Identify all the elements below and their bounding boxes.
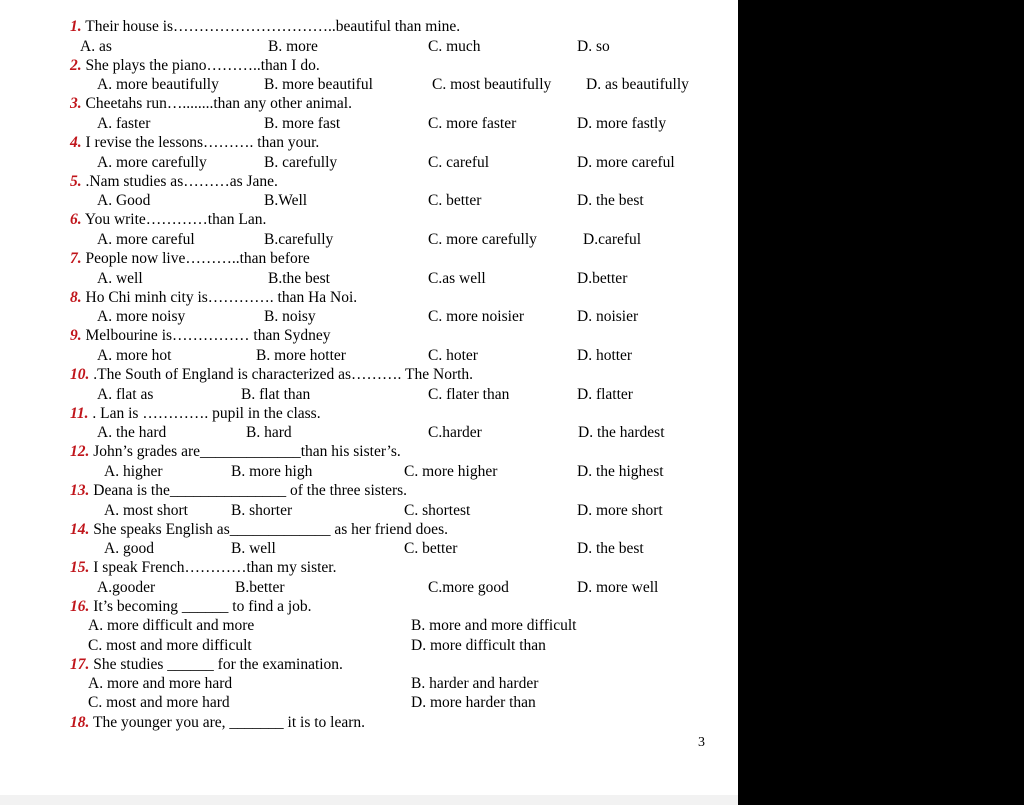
question-15	[70, 558, 336, 577]
question-text: She speaks English as_____________ as her friend does.	[89, 521, 448, 538]
answer-option-15-c: C.more good	[428, 579, 509, 596]
answer-option-14-a: A. good	[104, 540, 154, 557]
answer-option-9-b: B. more hotter	[256, 347, 346, 364]
question-number: 12.	[70, 443, 90, 460]
answer-option-5-a: A. Good	[97, 192, 151, 209]
answer-option-12-c: C. more higher	[404, 463, 498, 480]
question-16	[70, 597, 312, 616]
answer-option-14-d: D. the best	[577, 540, 644, 557]
answer-option-13-a: A. most short	[104, 502, 188, 519]
question-text: John’s grades are_____________than his sister’s.	[89, 443, 401, 460]
answer-option-12-b: B. more high	[231, 463, 313, 480]
answer-option-1-b: B. more	[268, 38, 318, 55]
question-text: Cheetahs run…........than any other animal.	[81, 95, 352, 112]
page-number: 3	[698, 735, 705, 750]
answer-option-3-c: C. more faster	[428, 115, 517, 132]
answer-option-16-b: B. more and more difficult	[411, 617, 577, 634]
answer-option-8-a: A. more noisy	[97, 308, 186, 325]
answer-option-1-a: A. as	[80, 38, 112, 55]
answer-option-8-c: C. more noisier	[428, 308, 524, 325]
question-17	[70, 655, 343, 674]
answer-option-10-c: C. flater than	[428, 386, 510, 403]
question-1	[70, 17, 460, 36]
question-2	[70, 56, 320, 75]
question-number: 13.	[70, 482, 90, 499]
question-text: .The South of England is characterized as………. The North.	[89, 366, 474, 383]
question-text: Ho Chi minh city is…………. than Ha Noi.	[81, 289, 358, 306]
question-number: 14.	[70, 521, 90, 538]
answer-option-7-b: B.the best	[268, 270, 330, 287]
answer-option-7-c: C.as well	[428, 270, 486, 287]
answer-option-3-b: B. more fast	[264, 115, 341, 132]
answer-option-17-d: D. more harder than	[411, 694, 536, 711]
question-text: Deana is the_______________ of the three sisters.	[89, 482, 408, 499]
answer-option-14-c: C. better	[404, 540, 458, 557]
question-6	[70, 210, 266, 229]
answer-option-15-d: D. more well	[577, 579, 659, 596]
answer-option-10-a: A. flat as	[97, 386, 154, 403]
question-3	[70, 94, 352, 113]
answer-option-5-d: D. the best	[577, 192, 644, 209]
answer-option-3-d: D. more fastly	[577, 115, 667, 132]
answer-option-10-b: B. flat than	[241, 386, 311, 403]
question-number: 2.	[70, 57, 82, 74]
question-text: .Nam studies as………as Jane.	[81, 173, 278, 190]
answer-option-2-a: A. more beautifully	[97, 76, 219, 93]
answer-option-13-b: B. shorter	[231, 502, 293, 519]
answer-option-5-b: B.Well	[264, 192, 308, 209]
answer-option-4-c: C. careful	[428, 154, 490, 171]
answer-option-2-b: B. more beautiful	[264, 76, 373, 93]
answer-option-13-c: C. shortest	[404, 502, 471, 519]
question-8	[70, 288, 357, 307]
answer-option-16-a: A. more difficult and more	[88, 617, 255, 634]
question-number: 6.	[70, 211, 82, 228]
answer-option-6-b: B.carefully	[264, 231, 334, 248]
answer-option-17-c: C. most and more hard	[88, 694, 230, 711]
question-5	[70, 172, 278, 191]
answer-option-4-d: D. more careful	[577, 154, 675, 171]
answer-option-10-d: D. flatter	[577, 386, 633, 403]
question-10	[70, 365, 473, 384]
question-number: 18.	[70, 714, 90, 731]
question-13	[70, 481, 407, 500]
question-number: 9.	[70, 327, 82, 344]
answer-option-7-a: A. well	[97, 270, 143, 287]
answer-option-1-d: D. so	[577, 38, 610, 55]
answer-option-15-b: B.better	[235, 579, 285, 596]
question-11	[70, 404, 321, 423]
answer-option-11-d: D. the hardest	[578, 424, 665, 441]
answer-option-11-c: C.harder	[428, 424, 482, 441]
answer-option-11-b: B. hard	[246, 424, 292, 441]
answer-option-3-a: A. faster	[97, 115, 151, 132]
answer-option-2-d: D. as beautifully	[586, 76, 689, 93]
answer-option-12-d: D. the highest	[577, 463, 664, 480]
answer-option-9-a: A. more hot	[97, 347, 172, 364]
question-9	[70, 326, 330, 345]
question-text: People now live………..than before	[81, 250, 310, 267]
answer-option-16-c: C. most and more difficult	[88, 637, 252, 654]
question-number: 1.	[70, 18, 82, 35]
question-number: 8.	[70, 289, 82, 306]
question-number: 17.	[70, 656, 90, 673]
answer-option-11-a: A. the hard	[97, 424, 167, 441]
answer-option-15-a: A.gooder	[97, 579, 156, 596]
question-text: Melbourine is…………… than Sydney	[81, 327, 331, 344]
question-number: 10.	[70, 366, 90, 383]
question-18	[70, 713, 365, 732]
question-12	[70, 442, 401, 461]
question-text: I revise the lessons………. than your.	[81, 134, 320, 151]
answer-option-13-d: D. more short	[577, 502, 663, 519]
question-number: 4.	[70, 134, 82, 151]
answer-option-8-d: D. noisier	[577, 308, 639, 325]
answer-option-2-c: C. most beautifully	[432, 76, 552, 93]
question-text: She plays the piano………..than I do.	[81, 57, 320, 74]
answer-option-6-a: A. more careful	[97, 231, 195, 248]
question-text: The younger you are, _______ it is to learn.	[89, 714, 366, 731]
question-number: 3.	[70, 95, 82, 112]
question-text: Their house is…………………………..beautiful than mine.	[81, 18, 461, 35]
answer-option-8-b: B. noisy	[264, 308, 316, 325]
question-number: 7.	[70, 250, 82, 267]
answer-option-4-b: B. carefully	[264, 154, 338, 171]
answer-option-4-a: A. more carefully	[97, 154, 207, 171]
question-14	[70, 520, 448, 539]
question-text: It’s becoming ______ to find a job.	[89, 598, 312, 615]
question-text: I speak French…………than my sister.	[89, 559, 337, 576]
answer-option-9-c: C. hoter	[428, 347, 478, 364]
question-4	[70, 133, 319, 152]
question-number: 16.	[70, 598, 90, 615]
answer-option-17-b: B. harder and harder	[411, 675, 539, 692]
answer-option-5-c: C. better	[428, 192, 482, 209]
question-text: . Lan is …………. pupil in the class.	[88, 405, 321, 422]
question-text: You write…………than Lan.	[81, 211, 267, 228]
question-number: 15.	[70, 559, 90, 576]
answer-option-6-d: D.careful	[583, 231, 642, 248]
question-number: 11.	[70, 405, 89, 422]
answer-option-16-d: D. more difficult than	[411, 637, 546, 654]
answer-option-17-a: A. more and more hard	[88, 675, 233, 692]
answer-option-6-c: C. more carefully	[428, 231, 537, 248]
answer-option-12-a: A. higher	[104, 463, 163, 480]
answer-option-1-c: C. much	[428, 38, 481, 55]
answer-option-7-d: D.better	[577, 270, 628, 287]
question-number: 5.	[70, 173, 82, 190]
question-text: She studies ______ for the examination.	[89, 656, 343, 673]
question-7	[70, 249, 310, 268]
answer-option-9-d: D. hotter	[577, 347, 633, 364]
answer-option-14-b: B. well	[231, 540, 276, 557]
